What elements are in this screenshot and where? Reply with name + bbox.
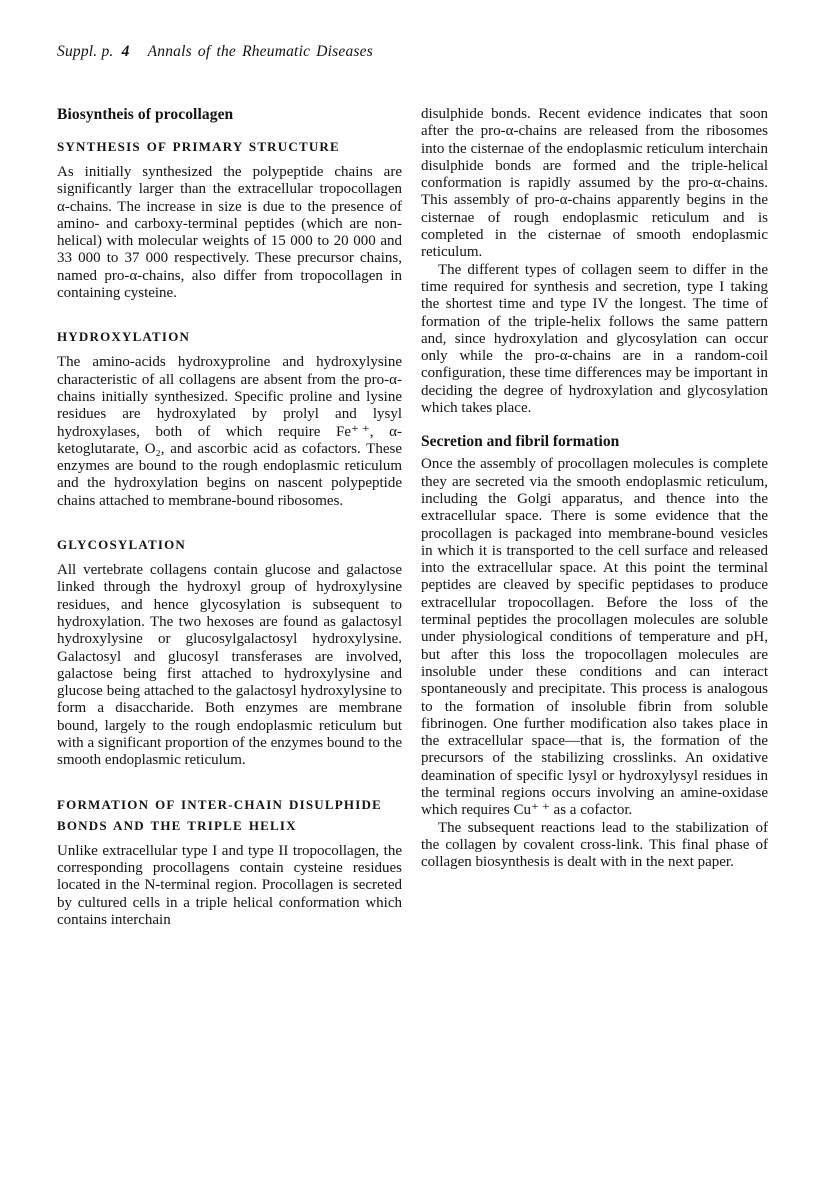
two-column-body [57,106,768,929]
page-number: 4 [121,43,130,60]
article-title: Biosyntheis of procollagen [57,106,234,123]
paragraph-synthesis: As initially synthesized the polypeptide chains are significantly larger than the extracellular tropocollagen α-chains. The increase in size is due to the presence of amino- and carboxy-terminal peptides (which are non-helical) with molecular weights of 15 000 to 20 000 and 33 000 to 37 000 respectively. These precursor chains, named pro-α-chains, also differ from tropocollagen in containing cysteine. [57,164,402,302]
heading-synthesis-of-primary-structure: SYNTHESIS OF PRIMARY STRUCTURE [57,139,340,154]
heading-formation-of-inter-chain-disulphide-bonds: FORMATION OF INTER-CHAIN DISULPHIDE BONDS AND THE TRIPLE HELIX [57,796,382,833]
paragraph-glycosylation: All vertebrate collagens contain glucose and galactose linked through the hydroxyl group of hydroxylysine residues, and hence glycosylation is subsequent to hydroxylation. The two hexoses are found as galactosyl hydroxylysine or glucosylgalactosyl hydroxylysine. Galactosyl and glucosyl transferases are involved, galactose being first attached to hydroxylysine and glucose being attached to the galactosyl hydroxylysine to form a disaccharide. Both enzymes are membrane bound, largely to the rough endoplasmic reticulum but with a significant proportion of the enzymes bound to the smooth endoplasmic reticulum. [57,562,402,769]
journal-title: Annals of the Rheumatic Diseases [147,43,373,60]
left-column [57,106,402,929]
heading-secretion-and-fibril-formation: Secretion and fibril formation [421,433,620,451]
supplement-page-label: Suppl. p. [57,43,114,60]
paragraph-disulphide-bonds: Unlike extracellular type I and type II tropocollagen, the corresponding procollagens contain cysteine residues located in the N-terminal region. Procollagen is secreted by cultured cells in a triple helical conformation which contains interchain [57,842,402,928]
paragraph-collagen-types: The different types of collagen seem to differ in the time required for synthesis and secretion, type I taking the shortest time and type IV the longest. The time of formation of the triple-helix follows the same pattern and, since hydroxylation and glycosylation can occur only while the pro-α-chains are in a random-coil configuration, these time differences may be important in deciding the degree of hydroxylation and glycosylation which takes place. [421,261,768,417]
paragraph-secretion: Once the assembly of procollagen molecules is complete they are secreted via the smooth endoplasmic reticulum, including the Golgi apparatus, and thence into the extracellular space. There is some evidence that the procollagen is packaged into membrane-bound vesicles in which it is transported to the cell surface and released into the extracellular space. At this point the terminal peptides are cleaved by specific peptidases to produce extracellular tropocollagen. Before the loss of the terminal peptides the procollagen molecules are soluble under physiological conditions of temperature and pH, but after this loss the tropocollagen molecules are insoluble under these conditions and can interact spontaneously and precipitate. This process is analogous to the formation of insoluble fibrin from soluble fibrinogen. One further modification also takes place in the extracellular space—that is, the formation of the precursors of the stabilizing crosslinks. An oxidative deamination of specific lysyl or hydroxylysyl residues in the terminal regions occurs involving an amine-oxidase which requires Cu⁺ ⁺ as a cofactor. [421,456,768,819]
heading-glycosylation: GLYCOSYLATION [57,537,187,553]
running-header [57,43,373,61]
paragraph-stabilization: The subsequent reactions lead to the stabilization of the collagen by covalent cross-link. This final phase of collagen biosynthesis is dealt with in the next paper. [421,819,768,871]
heading-hydroxylation: HYDROXYLATION [57,329,191,345]
paragraph-disulphide-continuation: disulphide bonds. Recent evidence indicates that soon after the pro-α-chains are released from the ribosomes into the cisternae of the endoplasmic reticulum interchain disulphide bonds are formed and the triple-helical conformation is rapidly assumed by the pro-α-chains. This assembly of pro-α-chains apparently begins in the cisternae of rough endoplasmic reticulum and is completed in the cisternae of smooth endoplasmic reticulum. [421,106,768,261]
paragraph-hydroxylation: The amino-acids hydroxyproline and hydroxylysine characteristic of all collagens are absent from the pro-α-chains initially synthesized. Specific proline and lysine residues are hydroxylated by prolyl and lysyl hydroxylases, both of which require Fe⁺ ⁺, α-ketoglutarate, O₂, and ascorbic acid as cofactors. These enzymes are bound to the rough endoplasmic reticulum and the hydroxylation begins on nascent polypeptide chains attached to membrane-bound ribosomes. [57,354,402,509]
right-column [421,106,768,929]
